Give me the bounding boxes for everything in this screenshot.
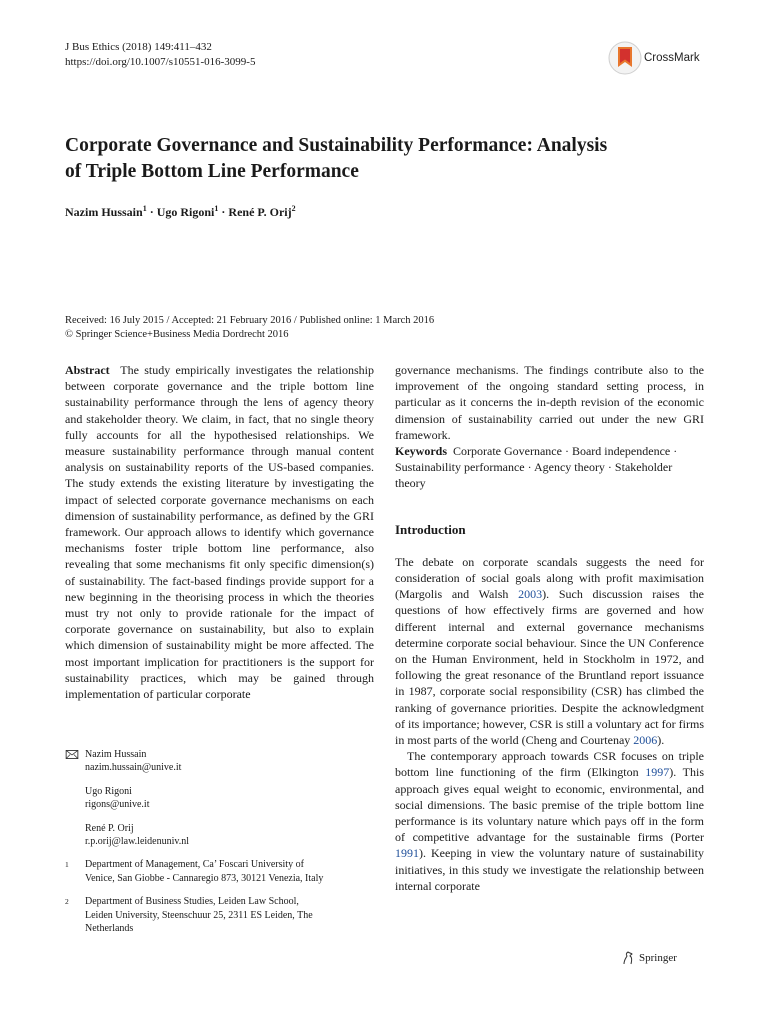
affiliation-1 <box>65 858 374 885</box>
contact-name: René P. Orij <box>85 822 134 834</box>
author-name[interactable]: René P. Orij <box>228 205 292 219</box>
crossmark-badge[interactable] <box>608 40 708 76</box>
doi-link[interactable]: https://doi.org/10.1007/s10551-016-3099-5 <box>65 56 256 68</box>
intro-text: ). Such discussion raises the questions of how effectively firms are governed and how different internal and external governance mechanisms determine corporate social behaviour. Since the UN Conference on the Human Environment, held in Stockholm in 1972, and following the great resonance of the Bruntland report issuance in 1987, corporate social responsibility (CSR) has climbed the ranking of governance priorities. Despite the acknowledgment of its importance; however, CSR is still a voluntary act for firms in most parts of the world (Cheng and Courtenay <box>395 587 705 748</box>
journal-header <box>65 40 255 70</box>
contact-name: Ugo Rigoni <box>85 785 132 797</box>
section-heading: Introduction <box>395 521 466 537</box>
paper-title <box>65 133 705 185</box>
affiliation-text: Department of Business Studies, Leiden Law School, Leiden University, Steenschuur 25, 2311 ES Leiden, The Netherlands <box>85 896 313 935</box>
publisher-footer <box>620 950 677 966</box>
intro-text: ). Keeping in view the voluntary nature of sustainability initiatives, in this study we investigate the relationship between internal corporate <box>395 846 704 893</box>
intro-text: ). <box>657 733 665 748</box>
intro-paragraph <box>395 554 704 748</box>
contact-email[interactable]: r.p.orij@law.leidenuniv.nl <box>85 836 190 848</box>
keywords-paragraph <box>395 443 704 492</box>
abstract-column <box>65 362 374 702</box>
affiliation-number: 1 <box>65 860 69 870</box>
citation-link[interactable]: 2006 <box>633 733 658 748</box>
author-separator: · <box>146 205 157 219</box>
title-line-1: Corporate Governance and Sustainability Performance: Analysis <box>65 135 608 156</box>
author-name[interactable]: Nazim Hussain <box>65 205 143 219</box>
envelope-icon <box>65 750 79 759</box>
affiliation-marker: 2 <box>291 204 296 213</box>
journal-citation: J Bus Ethics (2018) 149:411–432 <box>65 41 212 53</box>
abstract-paragraph <box>65 362 374 702</box>
author-contacts <box>85 748 189 848</box>
affiliation-text: Department of Management, Ca’ Foscari University of Venice, San Giobbe - Cannaregio 873, 30121 Venezia, Italy <box>85 859 324 884</box>
citation-link[interactable]: 1991 <box>395 846 419 861</box>
intro-paragraph <box>395 748 704 894</box>
author-footnotes <box>65 748 374 935</box>
crossmark-icon <box>608 41 642 75</box>
springer-horse-icon <box>620 950 636 966</box>
publisher-name: Springer <box>639 952 677 964</box>
title-line-2: of Triple Bottom Line Performance <box>65 161 359 182</box>
intro-text: The debate on corporate scandals suggests the need for consideration of social goals along with profit maximisation (Margolis and Walsh <box>395 554 704 602</box>
right-column <box>395 362 704 894</box>
author-list <box>65 204 296 220</box>
author-separator: · <box>218 205 229 219</box>
keywords-text: Corporate Governance · Board independence · Sustainability performance · Agency theory · Stakeholder theory <box>395 444 678 491</box>
abstract-continuation: governance mechanisms. The findings contribute also to the improvement of the ongoing standard setting process, in particular as it concerns the in-depth revision of the economic dimension of sustainability carried out under the new GRI framework. <box>395 363 704 442</box>
affiliation-marker: 1 <box>214 204 219 213</box>
crossmark-label: CrossMark <box>644 52 700 64</box>
keywords-label: Keywords <box>395 444 447 459</box>
author-name[interactable]: Ugo Rigoni <box>156 205 215 219</box>
citation-link[interactable]: 2003 <box>518 587 543 602</box>
contact-email[interactable]: rigons@unive.it <box>85 799 150 811</box>
history-line: Received: 16 July 2015 / Accepted: 21 February 2016 / Published online: 1 March 2016 <box>65 315 435 326</box>
affiliation-2 <box>65 895 374 935</box>
contact-name: Nazim Hussain <box>85 749 147 760</box>
intro-text: ). This approach gives equal weight to economic, environmental, and social dimensions. The basic premise of the triple bottom line performance is its voluntary nature which pays off in the form of competitive advantage for the sustainable firms (Porter <box>395 765 704 845</box>
intro-text: The contemporary approach towards CSR focuses on triple bottom line functioning of the firm (Elkington <box>395 749 704 780</box>
copyright-line: © Springer Science+Business Media Dordrecht 2016 <box>65 329 289 340</box>
citation-link[interactable]: 1997 <box>645 765 670 780</box>
corresponding-authors <box>65 748 374 848</box>
abstract-label: Abstract <box>65 363 110 377</box>
abstract-text: The study empirically investigates the relationship between corporate governance and the triple bottom line sustainability performance through the lens of agency theory and stakeholder theory. We claim, in fact, that no single theory fully accounts for all the hypothesised relationships. We measure sustainability performance through manual content analysis on sustainability reports of the US-based companies. The study extends the existing literature by investigating the impact of selected corporate governance mechanisms on each dimension of sustainability performance, as defined by the GRI framework. Our approach allows to identify which governance mechanisms foster triple bottom line performance, also revealing that some mechanisms fit only specific dimension(s) of sustainability. The fact-based findings provide support for a new beginning in the theorising process in which the theories must try not only to provide rationale for the impact of corporate governance on sustainability, but also to explain which dimension of sustainability might be more affected. The most important implication for practitioners is the support for sustainability practices, which may be gained through implementation of particular corporate <box>65 363 374 702</box>
contact-email[interactable]: nazim.hussain@unive.it <box>85 762 182 774</box>
affiliation-number: 2 <box>65 897 69 907</box>
publication-dates <box>65 314 434 342</box>
affiliation-marker: 1 <box>142 204 147 213</box>
